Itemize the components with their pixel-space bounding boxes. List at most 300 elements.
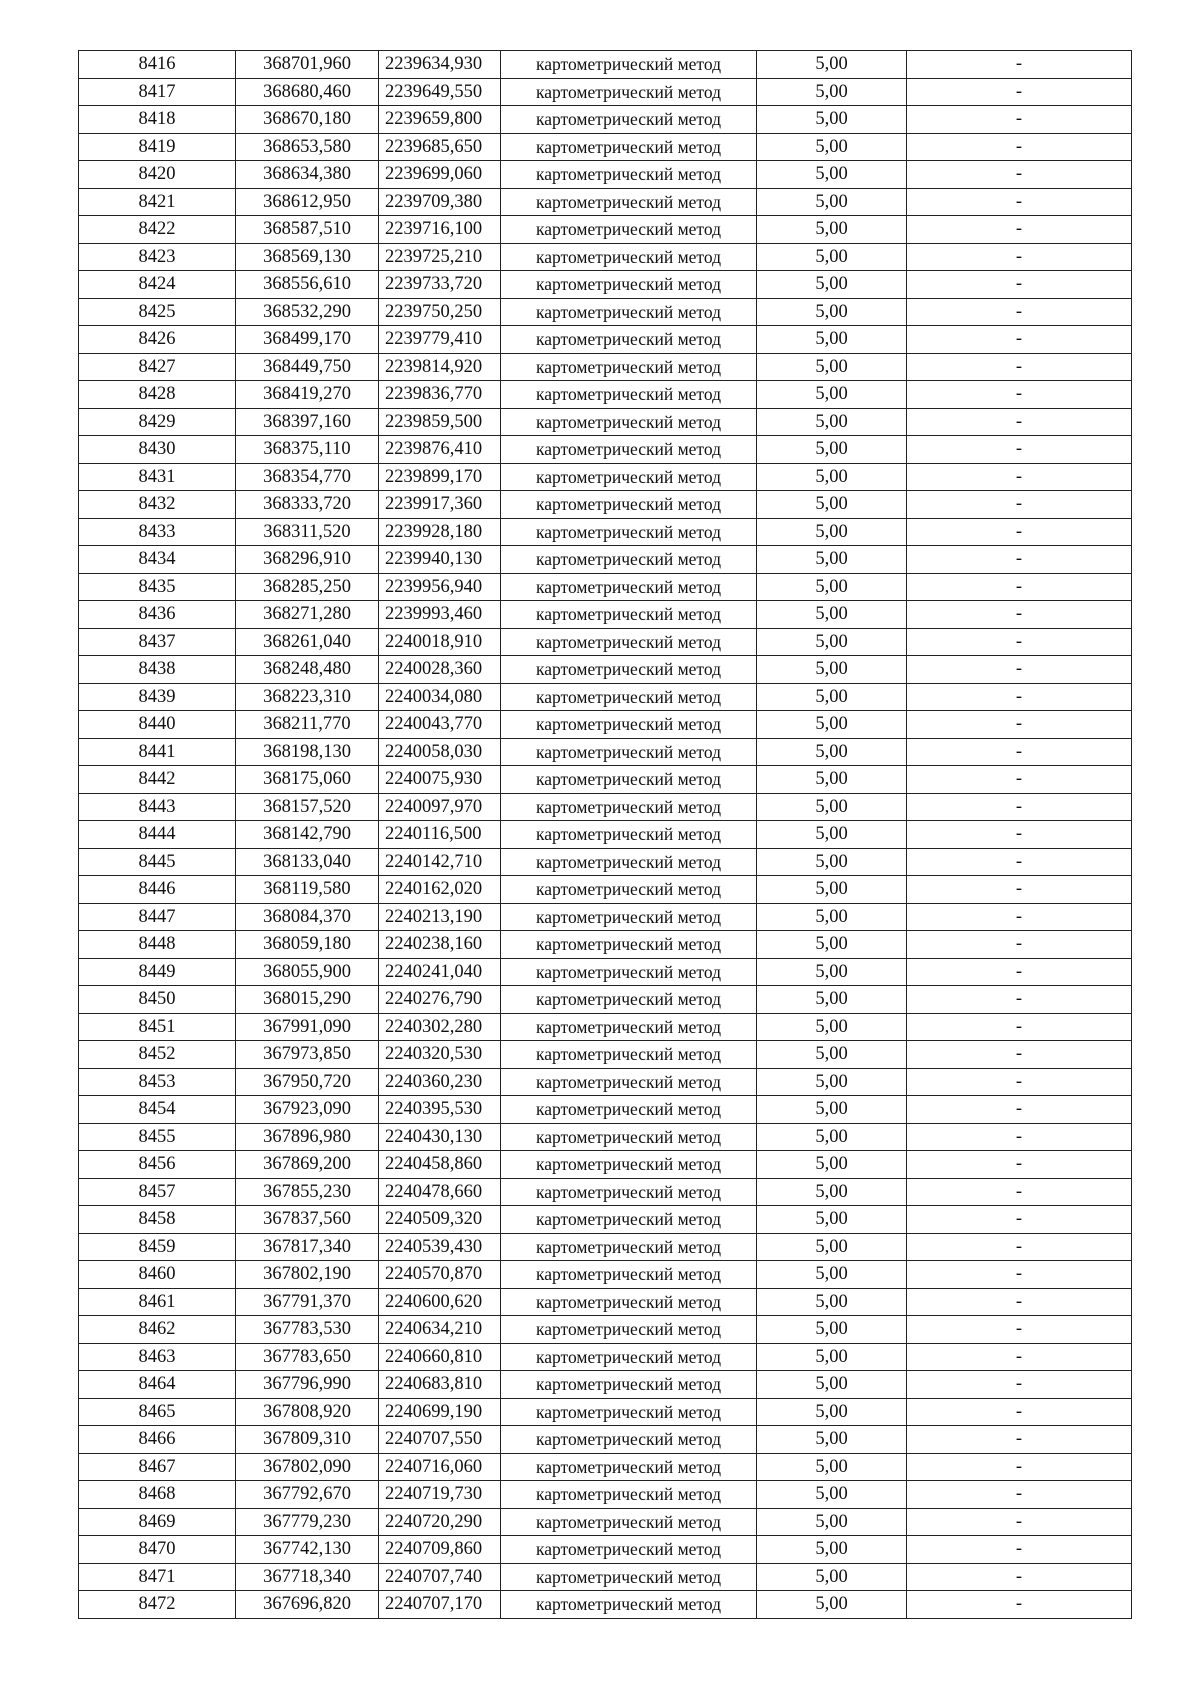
- x-coordinate-cell: 367808,920: [236, 1398, 379, 1426]
- accuracy-cell: 5,00: [757, 1453, 907, 1481]
- point-number-cell: 8455: [79, 1123, 236, 1151]
- point-number-cell: 8467: [79, 1453, 236, 1481]
- accuracy-cell: 5,00: [757, 601, 907, 629]
- point-number-cell: 8416: [79, 51, 236, 79]
- x-coordinate-cell: 368015,290: [236, 986, 379, 1014]
- table-row: [79, 1536, 1132, 1564]
- accuracy-cell: 5,00: [757, 106, 907, 134]
- table-row: [79, 1013, 1132, 1041]
- y-coordinate-cell: 2239859,500: [379, 408, 501, 436]
- x-coordinate-cell: 368198,130: [236, 738, 379, 766]
- description-cell: -: [907, 78, 1132, 106]
- table-row: [79, 1096, 1132, 1124]
- method-cell: картометрический метод: [501, 793, 757, 821]
- method-cell: картометрический метод: [501, 243, 757, 271]
- description-cell: -: [907, 848, 1132, 876]
- method-cell: картометрический метод: [501, 133, 757, 161]
- table-row: [79, 1233, 1132, 1261]
- description-cell: -: [907, 656, 1132, 684]
- point-number-cell: 8465: [79, 1398, 236, 1426]
- table-row: [79, 408, 1132, 436]
- point-number-cell: 8447: [79, 903, 236, 931]
- y-coordinate-cell: 2240660,810: [379, 1343, 501, 1371]
- x-coordinate-cell: 367718,340: [236, 1563, 379, 1591]
- table-row: [79, 848, 1132, 876]
- accuracy-cell: 5,00: [757, 436, 907, 464]
- description-cell: -: [907, 51, 1132, 79]
- method-cell: картометрический метод: [501, 1426, 757, 1454]
- x-coordinate-cell: 368142,790: [236, 821, 379, 849]
- point-number-cell: 8428: [79, 381, 236, 409]
- y-coordinate-cell: 2239725,210: [379, 243, 501, 271]
- description-cell: -: [907, 711, 1132, 739]
- y-coordinate-cell: 2240716,060: [379, 1453, 501, 1481]
- y-coordinate-cell: 2239993,460: [379, 601, 501, 629]
- y-coordinate-cell: 2239876,410: [379, 436, 501, 464]
- y-coordinate-cell: 2240302,280: [379, 1013, 501, 1041]
- method-cell: картометрический метод: [501, 1096, 757, 1124]
- point-number-cell: 8453: [79, 1068, 236, 1096]
- y-coordinate-cell: 2239814,920: [379, 353, 501, 381]
- x-coordinate-cell: 368055,900: [236, 958, 379, 986]
- table-row: [79, 463, 1132, 491]
- x-coordinate-cell: 367783,530: [236, 1316, 379, 1344]
- x-coordinate-cell: 367783,650: [236, 1343, 379, 1371]
- method-cell: картометрический метод: [501, 546, 757, 574]
- table-row: [79, 1068, 1132, 1096]
- description-cell: -: [907, 1178, 1132, 1206]
- point-number-cell: 8441: [79, 738, 236, 766]
- y-coordinate-cell: 2239956,940: [379, 573, 501, 601]
- accuracy-cell: 5,00: [757, 1096, 907, 1124]
- y-coordinate-cell: 2240018,910: [379, 628, 501, 656]
- point-number-cell: 8433: [79, 518, 236, 546]
- description-cell: -: [907, 1316, 1132, 1344]
- x-coordinate-cell: 367950,720: [236, 1068, 379, 1096]
- x-coordinate-cell: 368285,250: [236, 573, 379, 601]
- point-number-cell: 8468: [79, 1481, 236, 1509]
- method-cell: картометрический метод: [501, 408, 757, 436]
- point-number-cell: 8448: [79, 931, 236, 959]
- point-number-cell: 8471: [79, 1563, 236, 1591]
- description-cell: -: [907, 161, 1132, 189]
- description-cell: -: [907, 1261, 1132, 1289]
- table-row: [79, 133, 1132, 161]
- method-cell: картометрический метод: [501, 1013, 757, 1041]
- description-cell: -: [907, 958, 1132, 986]
- table-row: [79, 51, 1132, 79]
- table-row: [79, 876, 1132, 904]
- y-coordinate-cell: 2240241,040: [379, 958, 501, 986]
- method-cell: картометрический метод: [501, 1178, 757, 1206]
- table-row: [79, 903, 1132, 931]
- method-cell: картометрический метод: [501, 656, 757, 684]
- description-cell: -: [907, 1563, 1132, 1591]
- x-coordinate-cell: 368419,270: [236, 381, 379, 409]
- description-cell: -: [907, 1426, 1132, 1454]
- accuracy-cell: 5,00: [757, 298, 907, 326]
- point-number-cell: 8423: [79, 243, 236, 271]
- description-cell: -: [907, 1233, 1132, 1261]
- description-cell: -: [907, 463, 1132, 491]
- description-cell: -: [907, 821, 1132, 849]
- method-cell: картометрический метод: [501, 1343, 757, 1371]
- point-number-cell: 8419: [79, 133, 236, 161]
- point-number-cell: 8442: [79, 766, 236, 794]
- method-cell: картометрический метод: [501, 1123, 757, 1151]
- table-row: [79, 628, 1132, 656]
- accuracy-cell: 5,00: [757, 161, 907, 189]
- accuracy-cell: 5,00: [757, 408, 907, 436]
- table-row: [79, 1371, 1132, 1399]
- description-cell: -: [907, 1398, 1132, 1426]
- table-row: [79, 1178, 1132, 1206]
- point-number-cell: 8449: [79, 958, 236, 986]
- x-coordinate-cell: 368354,770: [236, 463, 379, 491]
- accuracy-cell: 5,00: [757, 903, 907, 931]
- y-coordinate-cell: 2239779,410: [379, 326, 501, 354]
- accuracy-cell: 5,00: [757, 1206, 907, 1234]
- y-coordinate-cell: 2239836,770: [379, 381, 501, 409]
- accuracy-cell: 5,00: [757, 1591, 907, 1619]
- accuracy-cell: 5,00: [757, 271, 907, 299]
- method-cell: картометрический метод: [501, 463, 757, 491]
- table-row: [79, 1398, 1132, 1426]
- table-row: [79, 683, 1132, 711]
- accuracy-cell: 5,00: [757, 463, 907, 491]
- y-coordinate-cell: 2239716,100: [379, 216, 501, 244]
- point-number-cell: 8458: [79, 1206, 236, 1234]
- description-cell: -: [907, 738, 1132, 766]
- method-cell: картометрический метод: [501, 436, 757, 464]
- point-number-cell: 8430: [79, 436, 236, 464]
- point-number-cell: 8421: [79, 188, 236, 216]
- x-coordinate-cell: 368612,950: [236, 188, 379, 216]
- table-row: [79, 381, 1132, 409]
- description-cell: -: [907, 518, 1132, 546]
- method-cell: картометрический метод: [501, 1068, 757, 1096]
- table-row: [79, 738, 1132, 766]
- point-number-cell: 8418: [79, 106, 236, 134]
- table-row: [79, 656, 1132, 684]
- description-cell: -: [907, 573, 1132, 601]
- description-cell: -: [907, 1041, 1132, 1069]
- table-row: [79, 353, 1132, 381]
- method-cell: картометрический метод: [501, 986, 757, 1014]
- y-coordinate-cell: 2240028,360: [379, 656, 501, 684]
- method-cell: картометрический метод: [501, 518, 757, 546]
- point-number-cell: 8466: [79, 1426, 236, 1454]
- description-cell: -: [907, 436, 1132, 464]
- point-number-cell: 8446: [79, 876, 236, 904]
- x-coordinate-cell: 368133,040: [236, 848, 379, 876]
- point-number-cell: 8422: [79, 216, 236, 244]
- description-cell: -: [907, 1591, 1132, 1619]
- method-cell: картометрический метод: [501, 1453, 757, 1481]
- table-row: [79, 1563, 1132, 1591]
- point-number-cell: 8443: [79, 793, 236, 821]
- accuracy-cell: 5,00: [757, 216, 907, 244]
- x-coordinate-cell: 367837,560: [236, 1206, 379, 1234]
- method-cell: картометрический метод: [501, 1563, 757, 1591]
- point-number-cell: 8451: [79, 1013, 236, 1041]
- point-number-cell: 8456: [79, 1151, 236, 1179]
- y-coordinate-cell: 2239659,800: [379, 106, 501, 134]
- accuracy-cell: 5,00: [757, 1151, 907, 1179]
- method-cell: картометрический метод: [501, 1288, 757, 1316]
- method-cell: картометрический метод: [501, 628, 757, 656]
- x-coordinate-cell: 367791,370: [236, 1288, 379, 1316]
- method-cell: картометрический метод: [501, 876, 757, 904]
- y-coordinate-cell: 2240430,130: [379, 1123, 501, 1151]
- method-cell: картометрический метод: [501, 683, 757, 711]
- y-coordinate-cell: 2239928,180: [379, 518, 501, 546]
- table-row: [79, 711, 1132, 739]
- accuracy-cell: 5,00: [757, 1178, 907, 1206]
- x-coordinate-cell: 368653,580: [236, 133, 379, 161]
- point-number-cell: 8461: [79, 1288, 236, 1316]
- table-row: [79, 491, 1132, 519]
- table-row: [79, 1041, 1132, 1069]
- method-cell: картометрический метод: [501, 161, 757, 189]
- point-number-cell: 8462: [79, 1316, 236, 1344]
- table-row: [79, 986, 1132, 1014]
- table-row: [79, 546, 1132, 574]
- accuracy-cell: 5,00: [757, 683, 907, 711]
- method-cell: картометрический метод: [501, 381, 757, 409]
- method-cell: картометрический метод: [501, 1536, 757, 1564]
- description-cell: -: [907, 1481, 1132, 1509]
- description-cell: -: [907, 491, 1132, 519]
- description-cell: -: [907, 381, 1132, 409]
- description-cell: -: [907, 766, 1132, 794]
- y-coordinate-cell: 2240034,080: [379, 683, 501, 711]
- y-coordinate-cell: 2240709,860: [379, 1536, 501, 1564]
- x-coordinate-cell: 367973,850: [236, 1041, 379, 1069]
- description-cell: -: [907, 408, 1132, 436]
- method-cell: картометрический метод: [501, 766, 757, 794]
- y-coordinate-cell: 2240162,020: [379, 876, 501, 904]
- accuracy-cell: 5,00: [757, 1233, 907, 1261]
- table-row: [79, 573, 1132, 601]
- point-number-cell: 8470: [79, 1536, 236, 1564]
- y-coordinate-cell: 2240238,160: [379, 931, 501, 959]
- y-coordinate-cell: 2240360,230: [379, 1068, 501, 1096]
- accuracy-cell: 5,00: [757, 821, 907, 849]
- description-cell: -: [907, 353, 1132, 381]
- point-number-cell: 8431: [79, 463, 236, 491]
- accuracy-cell: 5,00: [757, 931, 907, 959]
- y-coordinate-cell: 2240458,860: [379, 1151, 501, 1179]
- point-number-cell: 8464: [79, 1371, 236, 1399]
- accuracy-cell: 5,00: [757, 188, 907, 216]
- y-coordinate-cell: 2239709,380: [379, 188, 501, 216]
- x-coordinate-cell: 368333,720: [236, 491, 379, 519]
- description-cell: -: [907, 106, 1132, 134]
- point-number-cell: 8438: [79, 656, 236, 684]
- accuracy-cell: 5,00: [757, 958, 907, 986]
- y-coordinate-cell: 2240213,190: [379, 903, 501, 931]
- x-coordinate-cell: 368084,370: [236, 903, 379, 931]
- point-number-cell: 8469: [79, 1508, 236, 1536]
- accuracy-cell: 5,00: [757, 1563, 907, 1591]
- description-cell: -: [907, 298, 1132, 326]
- accuracy-cell: 5,00: [757, 1536, 907, 1564]
- description-cell: -: [907, 876, 1132, 904]
- y-coordinate-cell: 2240719,730: [379, 1481, 501, 1509]
- description-cell: -: [907, 1371, 1132, 1399]
- accuracy-cell: 5,00: [757, 848, 907, 876]
- x-coordinate-cell: 368223,310: [236, 683, 379, 711]
- x-coordinate-cell: 368261,040: [236, 628, 379, 656]
- table-row: [79, 78, 1132, 106]
- y-coordinate-cell: 2240058,030: [379, 738, 501, 766]
- x-coordinate-cell: 367742,130: [236, 1536, 379, 1564]
- x-coordinate-cell: 367796,990: [236, 1371, 379, 1399]
- description-cell: -: [907, 1013, 1132, 1041]
- method-cell: картометрический метод: [501, 573, 757, 601]
- table-row: [79, 216, 1132, 244]
- x-coordinate-cell: 368670,180: [236, 106, 379, 134]
- point-number-cell: 8429: [79, 408, 236, 436]
- method-cell: картометрический метод: [501, 298, 757, 326]
- x-coordinate-cell: 367991,090: [236, 1013, 379, 1041]
- description-cell: -: [907, 326, 1132, 354]
- description-cell: -: [907, 1096, 1132, 1124]
- x-coordinate-cell: 368449,750: [236, 353, 379, 381]
- point-number-cell: 8463: [79, 1343, 236, 1371]
- x-coordinate-cell: 368271,280: [236, 601, 379, 629]
- point-number-cell: 8452: [79, 1041, 236, 1069]
- method-cell: картометрический метод: [501, 848, 757, 876]
- point-number-cell: 8436: [79, 601, 236, 629]
- y-coordinate-cell: 2240509,320: [379, 1206, 501, 1234]
- accuracy-cell: 5,00: [757, 1343, 907, 1371]
- method-cell: картометрический метод: [501, 1371, 757, 1399]
- point-number-cell: 8435: [79, 573, 236, 601]
- description-cell: -: [907, 243, 1132, 271]
- point-number-cell: 8420: [79, 161, 236, 189]
- x-coordinate-cell: 368569,130: [236, 243, 379, 271]
- accuracy-cell: 5,00: [757, 51, 907, 79]
- description-cell: -: [907, 133, 1132, 161]
- description-cell: -: [907, 931, 1132, 959]
- accuracy-cell: 5,00: [757, 546, 907, 574]
- accuracy-cell: 5,00: [757, 1068, 907, 1096]
- y-coordinate-cell: 2239649,550: [379, 78, 501, 106]
- table-row: [79, 821, 1132, 849]
- x-coordinate-cell: 368311,520: [236, 518, 379, 546]
- accuracy-cell: 5,00: [757, 1426, 907, 1454]
- x-coordinate-cell: 367923,090: [236, 1096, 379, 1124]
- accuracy-cell: 5,00: [757, 1508, 907, 1536]
- method-cell: картометрический метод: [501, 1151, 757, 1179]
- accuracy-cell: 5,00: [757, 1288, 907, 1316]
- table-row: [79, 1481, 1132, 1509]
- description-cell: -: [907, 1151, 1132, 1179]
- x-coordinate-cell: 367802,090: [236, 1453, 379, 1481]
- accuracy-cell: 5,00: [757, 1481, 907, 1509]
- description-cell: -: [907, 1453, 1132, 1481]
- x-coordinate-cell: 368059,180: [236, 931, 379, 959]
- y-coordinate-cell: 2240707,550: [379, 1426, 501, 1454]
- method-cell: картометрический метод: [501, 271, 757, 299]
- y-coordinate-cell: 2240699,190: [379, 1398, 501, 1426]
- method-cell: картометрический метод: [501, 1261, 757, 1289]
- x-coordinate-cell: 367792,670: [236, 1481, 379, 1509]
- method-cell: картометрический метод: [501, 1041, 757, 1069]
- table-row: [79, 518, 1132, 546]
- description-cell: -: [907, 546, 1132, 574]
- table-row: [79, 161, 1132, 189]
- point-number-cell: 8454: [79, 1096, 236, 1124]
- table-row: [79, 243, 1132, 271]
- x-coordinate-cell: 368532,290: [236, 298, 379, 326]
- y-coordinate-cell: 2240634,210: [379, 1316, 501, 1344]
- accuracy-cell: 5,00: [757, 1371, 907, 1399]
- y-coordinate-cell: 2240097,970: [379, 793, 501, 821]
- y-coordinate-cell: 2239917,360: [379, 491, 501, 519]
- description-cell: -: [907, 986, 1132, 1014]
- x-coordinate-cell: 367802,190: [236, 1261, 379, 1289]
- method-cell: картометрический метод: [501, 1316, 757, 1344]
- table-row: [79, 601, 1132, 629]
- description-cell: -: [907, 1068, 1132, 1096]
- table-row: [79, 436, 1132, 464]
- description-cell: -: [907, 628, 1132, 656]
- x-coordinate-cell: 367696,820: [236, 1591, 379, 1619]
- method-cell: картометрический метод: [501, 326, 757, 354]
- method-cell: картометрический метод: [501, 78, 757, 106]
- table-row: [79, 271, 1132, 299]
- accuracy-cell: 5,00: [757, 491, 907, 519]
- x-coordinate-cell: 367896,980: [236, 1123, 379, 1151]
- y-coordinate-cell: 2240539,430: [379, 1233, 501, 1261]
- accuracy-cell: 5,00: [757, 1398, 907, 1426]
- y-coordinate-cell: 2240720,290: [379, 1508, 501, 1536]
- method-cell: картометрический метод: [501, 1591, 757, 1619]
- point-number-cell: 8432: [79, 491, 236, 519]
- x-coordinate-cell: 368397,160: [236, 408, 379, 436]
- x-coordinate-cell: 368701,960: [236, 51, 379, 79]
- point-number-cell: 8445: [79, 848, 236, 876]
- accuracy-cell: 5,00: [757, 1123, 907, 1151]
- y-coordinate-cell: 2239750,250: [379, 298, 501, 326]
- method-cell: картометрический метод: [501, 353, 757, 381]
- x-coordinate-cell: 368556,610: [236, 271, 379, 299]
- x-coordinate-cell: 368296,910: [236, 546, 379, 574]
- method-cell: картометрический метод: [501, 711, 757, 739]
- method-cell: картометрический метод: [501, 491, 757, 519]
- point-number-cell: 8472: [79, 1591, 236, 1619]
- table-row: [79, 931, 1132, 959]
- accuracy-cell: 5,00: [757, 656, 907, 684]
- method-cell: картометрический метод: [501, 106, 757, 134]
- x-coordinate-cell: 367817,340: [236, 1233, 379, 1261]
- table-row: [79, 188, 1132, 216]
- y-coordinate-cell: 2240276,790: [379, 986, 501, 1014]
- accuracy-cell: 5,00: [757, 573, 907, 601]
- y-coordinate-cell: 2239940,130: [379, 546, 501, 574]
- accuracy-cell: 5,00: [757, 243, 907, 271]
- description-cell: -: [907, 1288, 1132, 1316]
- table-row: [79, 298, 1132, 326]
- method-cell: картометрический метод: [501, 1233, 757, 1261]
- y-coordinate-cell: 2240043,770: [379, 711, 501, 739]
- table-row: [79, 1426, 1132, 1454]
- x-coordinate-cell: 368587,510: [236, 216, 379, 244]
- coordinates-table-body: [79, 51, 1132, 1619]
